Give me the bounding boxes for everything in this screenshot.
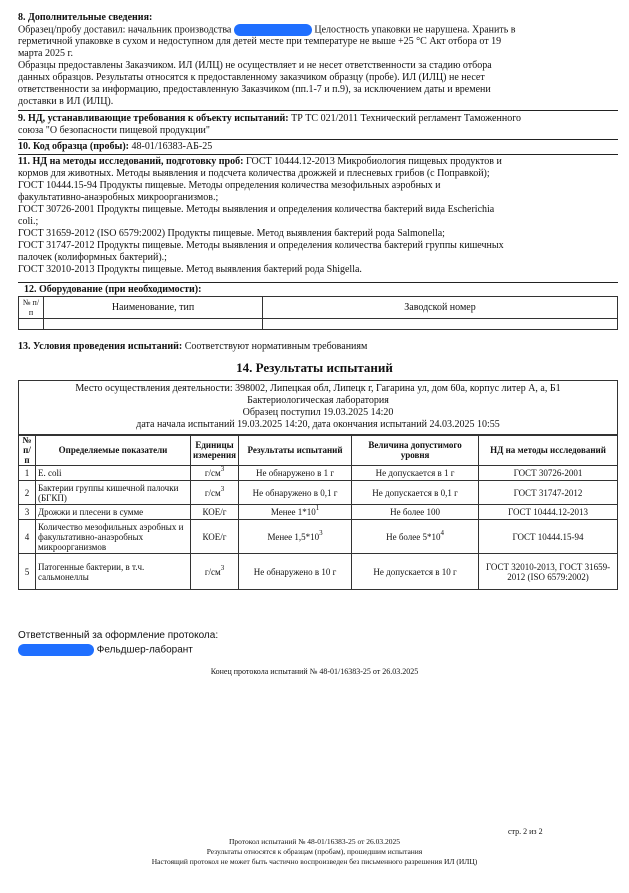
results-header-box: [18, 380, 618, 436]
redacted-name: [234, 24, 312, 36]
result-sup: 1: [315, 504, 320, 512]
table-row: [19, 520, 618, 554]
table-row: [19, 554, 618, 590]
section-9-value-1: ТР ТС 021/2011 Технический регламент Таможенного: [291, 113, 522, 124]
unit-text: г/см: [204, 566, 221, 577]
section-11-title: 11. НД на методы исследований, подготовку проб:: [18, 156, 244, 167]
section-8-line-3: марта 2025 г.: [18, 48, 73, 60]
results-table-header: [19, 435, 618, 466]
results-title: 14. Результаты испытаний: [236, 360, 393, 375]
limit-text: Не более 5*10: [386, 531, 441, 542]
unit-sup: 3: [220, 465, 225, 473]
header-method: НД на методы исследований: [479, 435, 618, 466]
section-9: [18, 113, 618, 137]
test-dates: дата начала испытаний 19.03.2025 14:20, дата окончания испытаний 24.03.2025 10:55: [136, 419, 500, 430]
cell-parameter: E. coli: [36, 466, 191, 481]
section-11-line: кормов для животных. Методы выявления и подсчета количества дрожжей и плесневых грибов (с Поправкой);: [18, 168, 490, 179]
section-8-line-2: герметичной упаковке в сухом и недоступном для детей месте при температуре не выше +25 °С Акт отбора от 19: [18, 36, 502, 48]
section-8-line-4: Образцы предоставлены Заказчиком. ИЛ (ИЛЦ) не осуществляет и не несет ответственности за стадию отбора: [18, 60, 492, 72]
footer: [0, 837, 629, 867]
footer-line: Протокол испытаний № 48-01/16383-25 от 26.03.2025: [228, 837, 401, 846]
table-row: [19, 481, 618, 505]
result-text: Менее 1,5*10: [267, 531, 320, 542]
cell-no: 1: [19, 466, 36, 481]
empty-cell: [263, 319, 618, 330]
header-result: Результаты испытаний: [239, 435, 352, 466]
cell-limit: Не более 100: [352, 505, 479, 520]
section-8-line-5: данных образцов. Результаты относятся к предоставленному заказчиком образцу (пробе). ИЛ (ИЛЦ) не несет: [18, 72, 485, 84]
cell-result: [239, 505, 352, 520]
result-text: Менее 1*10: [270, 507, 316, 517]
table-row: [19, 466, 618, 481]
section-11-line: факультативно-анаэробных микроорганизмов.;: [18, 192, 219, 203]
cell-method: ГОСТ 10444.12-2013: [479, 505, 618, 520]
cell-limit: Не допускается в 0,1 г: [352, 481, 479, 505]
cell-no: 4: [19, 520, 36, 554]
header-parameter: Определяемые показатели: [36, 435, 191, 466]
divider: [18, 139, 618, 140]
cell-parameter: Патогенные бактерии, в т.ч. сальмонеллы: [36, 554, 191, 590]
cell-result: [239, 520, 352, 554]
redacted-name: [18, 644, 94, 656]
section-11-line: ГОСТ 30726-2001 Продукты пищевые. Методы выявления и определения количества бактерий вида Escherichia: [18, 204, 495, 215]
col-no: № п/п: [19, 297, 44, 319]
header-no: № п/п: [19, 435, 36, 466]
footer-line: Результаты относятся к образцам (пробам), прошедшим испытания: [206, 847, 423, 856]
cell-parameter: Бактерии группы кишечной палочки (БГКП): [36, 481, 191, 505]
cell-result: Не обнаружено в 10 г: [239, 554, 352, 590]
limit-sup: 4: [440, 528, 445, 537]
header-unit: Единицы измерения: [191, 435, 239, 466]
section-10-title: 10. Код образца (пробы):: [18, 141, 129, 152]
table-row: [19, 505, 618, 520]
cell-unit: [191, 554, 239, 590]
section-11-line: coli.;: [18, 216, 39, 227]
section-8-line-6: ответственности за информацию, предоставленную Заказчиком (пп.1-7 и п.9), за исключением даты и времени: [18, 84, 491, 96]
cell-parameter: Дрожжи и плесени в сумме: [36, 505, 191, 520]
responsible-position: Фельдшер-лаборант: [96, 644, 193, 656]
footer-line: Настоящий протокол не может быть частично воспроизведен без письменного разрешения ИЛ (ИЛЦ): [151, 857, 478, 866]
results-table: [18, 434, 618, 590]
end-of-protocol-note: Конец протокола испытаний № 48-01/16383-25 от 26.03.2025: [210, 667, 419, 676]
cell-unit: [191, 466, 239, 481]
unit-sup: 3: [220, 563, 225, 572]
page-number: стр. 2 из 2: [508, 827, 543, 836]
section-11-line: ГОСТ 31747-2012 Продукты пищевые. Методы выявления и определения количества бактерий группы кишечных: [18, 240, 504, 251]
section-8: [18, 12, 618, 108]
empty-cell: [19, 319, 44, 330]
section-10: [18, 141, 618, 153]
section-11-line: ГОСТ 10444.15-94 Продукты пищевые. Методы определения количества мезофильных аэробных и: [18, 180, 441, 191]
sample-code: 48-01/16383-АБ-25: [131, 141, 213, 152]
cell-method: ГОСТ 32010-2013, ГОСТ 31659-2012 (ISO 6579:2002): [479, 554, 618, 590]
col-serial: Заводской номер: [263, 297, 618, 319]
cell-no: 2: [19, 481, 36, 505]
result-sup: 3: [319, 528, 323, 537]
unit-sup: 3: [220, 484, 225, 493]
section-8-title: 8. Дополнительные сведения:: [18, 12, 153, 23]
cell-method: ГОСТ 31747-2012: [479, 481, 618, 505]
cell-limit: Не допускается в 1 г: [352, 466, 479, 481]
unit-text: г/см: [204, 468, 221, 478]
place-of-activity: Место осуществления деятельности: 398002, Липецкая обл, Липецк г, Гагарина ул, дом 60а, корпус литер А, а, Б1: [75, 383, 561, 394]
divider: [18, 110, 618, 111]
responsible-block: [18, 630, 218, 657]
section-12-title: 12. Оборудование (при необходимости):: [24, 284, 202, 295]
section-9-title: 9. НД, устанавливающие требования к объекту испытаний:: [18, 113, 289, 124]
section-11-line: ГОСТ 31659-2012 (ISO 6579:2002) Продукты пищевые. Метод выявления бактерий рода Salmonella;: [18, 228, 445, 239]
conditions-value: Соответствуют нормативным требованиям: [184, 341, 368, 352]
unit-text: г/см: [204, 487, 221, 498]
cell-limit: Не допускается в 10 г: [352, 554, 479, 590]
section-13: [18, 341, 367, 353]
laboratory-name: Бактериологическая лаборатория: [247, 395, 389, 406]
responsible-label: Ответственный за оформление протокола:: [18, 630, 219, 641]
section-13-title: 13. Условия проведения испытаний:: [18, 341, 183, 352]
cell-unit: КОЕ/г: [191, 520, 239, 554]
equipment-table: [18, 296, 618, 330]
header-limit: Величина допустимого уровня: [352, 435, 479, 466]
cell-result: Не обнаружено в 0,1 г: [239, 481, 352, 505]
section-8-line-1: Образец/пробу доставил: начальник производства Целостность упаковки не нарушена. Хранить в: [18, 24, 516, 36]
cell-method: ГОСТ 10444.15-94: [479, 520, 618, 554]
cell-parameter: Количество мезофильных аэробных и факультативно-анаэробных микроорганизмов: [36, 520, 191, 554]
section-11-line: ГОСТ 32010-2013 Продукты пищевые. Метод выявления бактерий рода Shigella.: [18, 264, 362, 275]
cell-unit: [191, 481, 239, 505]
col-name: Наименование, тип: [44, 297, 263, 319]
cell-limit: [352, 520, 479, 554]
section-8-line-7: доставки в ИЛ (ИЛЦ).: [18, 96, 114, 108]
divider: [18, 282, 618, 283]
section-11-line: палочек (колиформных бактерий).;: [18, 252, 167, 263]
divider: [18, 154, 618, 155]
cell-method: ГОСТ 30726-2001: [479, 466, 618, 481]
section-9-value-2: союза "О безопасности пищевой продукции": [18, 125, 210, 136]
cell-no: 5: [19, 554, 36, 590]
section-11: 11. НД на методы исследований, подготовку проб: ГОСТ 10444.12-2013 Микробиология пищевых продуктов и кормов для животных. Методы выявления и подсчета количества дрожжей и плесневых грибов (с Поправкой); ГОСТ 10444.15-94 Продукты пищевые. Методы определения количества мезофильных аэробных и факультативно-анаэробных микроорганизмов.; ГОСТ 30726-2001 Продукты пищевые. Методы выявления и определения количества бактерий вида Escherichia coli.; ГОСТ 31659-2012 (ISO 6579:2002) Продукты пищевые. Метод выявления бактерий рода Salmonella; ГОСТ 31747-2012 Продукты пищевые. Методы выявления и определения количества бактерий группы кишечных палочек (колиформных бактерий).; ГОСТ 32010-2013 Продукты пищевые. Метод выявления бактерий рода Shigella.: [18, 156, 618, 276]
empty-cell: [44, 319, 263, 330]
cell-no: 3: [19, 505, 36, 520]
cell-unit: КОЕ/г: [191, 505, 239, 520]
cell-result: Не обнаружено в 1 г: [239, 466, 352, 481]
sample-received: Образец поступил 19.03.2025 14:20: [242, 407, 394, 418]
